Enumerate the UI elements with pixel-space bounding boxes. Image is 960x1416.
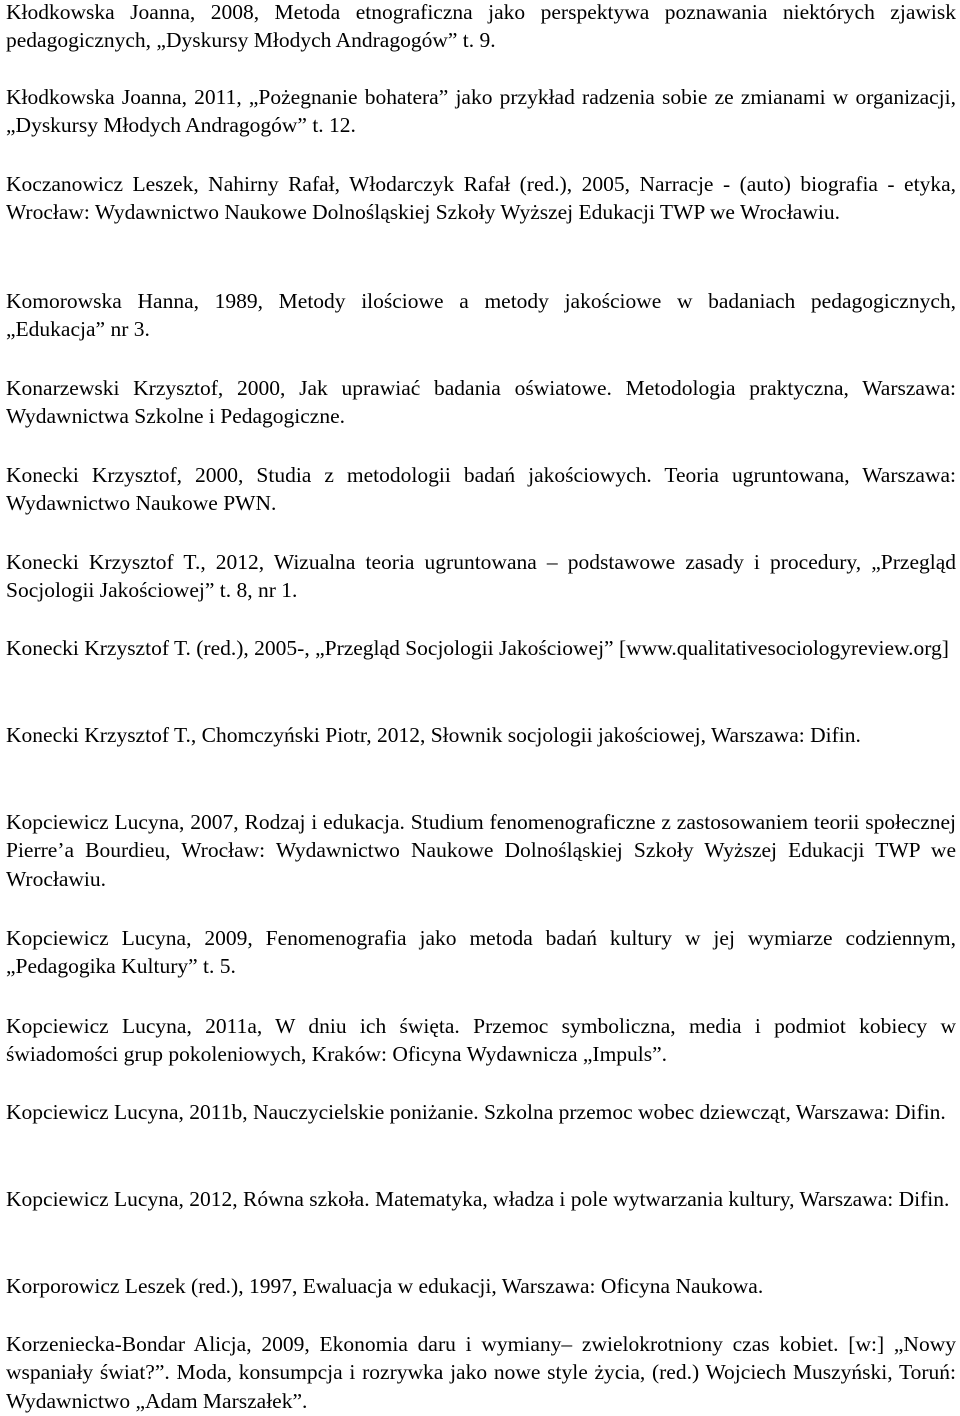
bibliography-entry: Kopciewicz Lucyna, 2009, Fenomenografia jako metoda badań kultury w jej wymiarze codziennym, „Pedagogika Kultury” t. 5. (6, 926, 956, 979)
bibliography-entry: Komorowska Hanna, 1989, Metody ilościowe a metody jakościowe w badaniach pedagogicznych, „Edukacja” nr 3. (6, 289, 956, 342)
bibliography-entry: Korporowicz Leszek (red.), 1997, Ewaluacja w edukacji, Warszawa: Oficyna Naukowa. (6, 1274, 764, 1298)
bibliography-entry: Korzeniecka-Bondar Alicja, 2009, Ekonomia daru i wymiany– zwielokrotniony czas kobiet. [w:] „Nowy wspaniały świat?”. Moda, konsumpcja i rozrywka jako nowe style życia, (red.) Wojciech Muszyński, Toruń: Wydawnictwo „Adam Marszałek”. (6, 1332, 956, 1413)
bibliography-entry: Kłodkowska Joanna, 2011, „Pożegnanie bohatera” jako przykład radzenia sobie ze zmianami w organizacji, „Dyskursy Młodych Andragogów” t. 12. (6, 85, 956, 138)
bibliography-entry: Kopciewicz Lucyna, 2011a, W dniu ich święta. Przemoc symboliczna, media i podmiot kobiecy w świadomości grup pokoleniowych, Kraków: Oficyna Wydawnicza „Impuls”. (6, 1014, 956, 1067)
bibliography-entry: Kopciewicz Lucyna, 2007, Rodzaj i edukacja. Studium fenomenograficzne z zastosowaniem teorii społecznej Pierre’a Bourdieu, Wrocław: Wydawnictwo Naukowe Dolnośląskiej Szkoły Wyższej Edukacji TWP we Wrocławiu. (6, 810, 956, 891)
bibliography-entry: Konecki Krzysztof, 2000, Studia z metodologii badań jakościowych. Teoria ugruntowana, Warszawa: Wydawnictwo Naukowe PWN. (6, 463, 956, 516)
bibliography-entry: Kłodkowska Joanna, 2008, Metoda etnograficzna jako perspektywa poznawania niektórych zjawisk pedagogicznych, „Dyskursy Młodych Andragogów” t. 9. (6, 0, 956, 53)
bibliography-entry: Kopciewicz Lucyna, 2012, Równa szkoła. Matematyka, władza i pole wytwarzania kultury, Warszawa: Difin. (6, 1187, 950, 1211)
bibliography-page (6, 0, 956, 1416)
bibliography-entry: Konecki Krzysztof T. (red.), 2005-, „Przegląd Socjologii Jakościowej” [www.qualitativesociologyreview.org] (6, 636, 949, 660)
bibliography-entry: Konecki Krzysztof T., 2012, Wizualna teoria ugruntowana – podstawowe zasady i procedury, „Przegląd Socjologii Jakościowej” t. 8, nr 1. (6, 550, 956, 603)
bibliography-entry: Konecki Krzysztof T., Chomczyński Piotr, 2012, Słownik socjologii jakościowej, Warszawa: Difin. (6, 723, 861, 747)
bibliography-entry: Konarzewski Krzysztof, 2000, Jak uprawiać badania oświatowe. Metodologia praktyczna, Warszawa: Wydawnictwa Szkolne i Pedagogiczne. (6, 376, 956, 429)
bibliography-entry: Koczanowicz Leszek, Nahirny Rafał, Włodarczyk Rafał (red.), 2005, Narracje - (auto) biografia - etyka, Wrocław: Wydawnictwo Naukowe Dolnośląskiej Szkoły Wyższej Edukacji TWP we Wrocławiu. (6, 172, 956, 225)
bibliography-entry: Kopciewicz Lucyna, 2011b, Nauczycielskie poniżanie. Szkolna przemoc wobec dziewcząt, Warszawa: Difin. (6, 1100, 946, 1124)
